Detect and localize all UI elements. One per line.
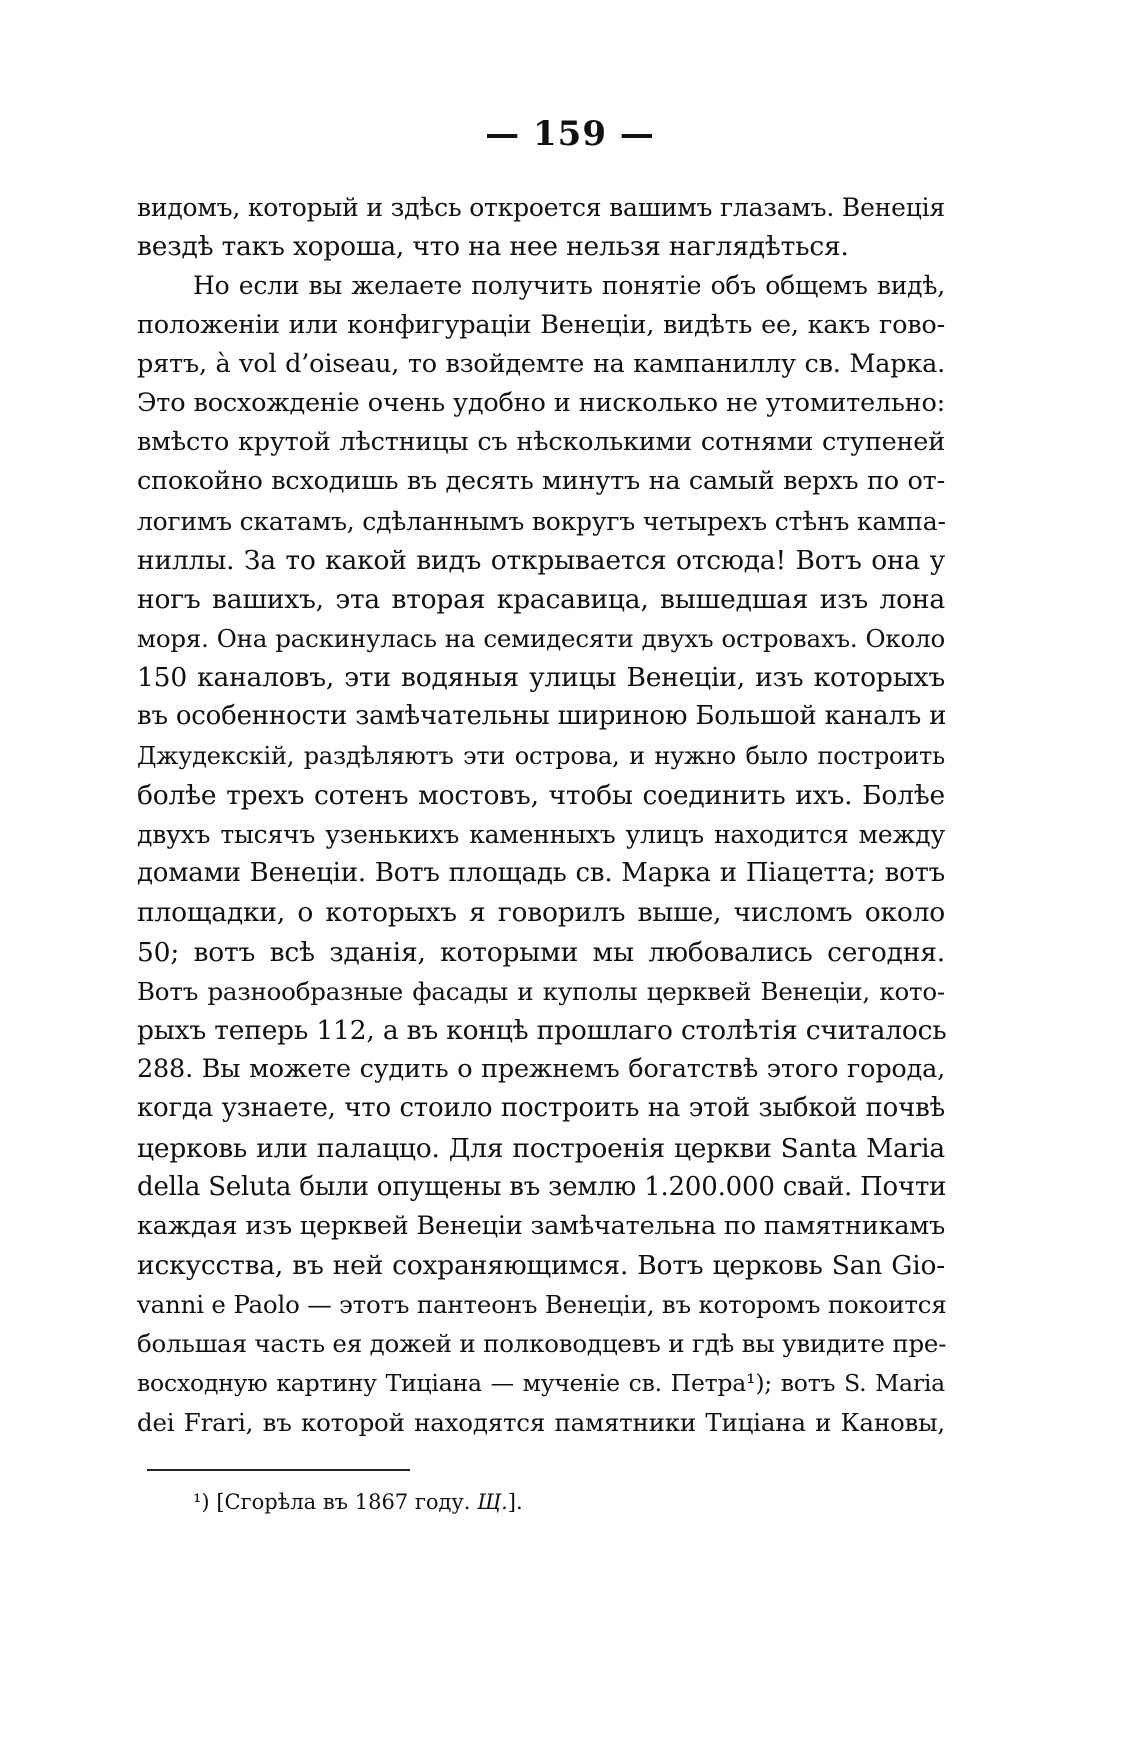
text-line: vanni e Paolo — этотъ пантеонъ Венеціи, въ которомъ покоится bbox=[137, 1290, 947, 1320]
text-line: вездѣ такъ хороша, что на нее нельзя наглядѣться. bbox=[137, 231, 849, 263]
text-line: домами Венеціи. Вотъ площадь св. Марка и Піацетта; вотъ bbox=[137, 858, 945, 889]
text-line: большая часть ея дожей и полководцевъ и гдѣ вы увидите пре- bbox=[137, 1329, 947, 1359]
text-line: della Seluta были опущены въ землю 1.200.000 свай. Почти bbox=[137, 1171, 947, 1202]
text-line: церковь или палаццо. Для построенія церкви Santa Maria bbox=[137, 1132, 945, 1164]
text-line: 288. Вы можете судить о прежнемъ богатствѣ этого города, bbox=[137, 1054, 945, 1085]
text-line: моря. Она раскинулась на семидесяти двухъ островахъ. Около bbox=[137, 624, 945, 654]
text-line: Вотъ разнообразные фасады и куполы церквей Венеціи, кото- bbox=[137, 976, 945, 1006]
page-number: — 159 — bbox=[485, 114, 655, 154]
text-line: положеніи или конфигураціи Венеціи, видѣть ее, какъ гово- bbox=[137, 309, 945, 340]
text-line: ниллы. За то какой видъ открывается отсюда! Вотъ она у bbox=[137, 544, 945, 576]
text-line: каждая изъ церквей Венеціи замѣчательна по памятникамъ bbox=[137, 1210, 945, 1241]
text-line: площадки, о которыхъ я говорилъ выше, числомъ около bbox=[137, 897, 945, 929]
text-line: въ особенности замѣчательны шириною Большой каналъ и bbox=[137, 701, 947, 732]
text-line: Это восхожденіе очень удобно и нисколько не утомительно: bbox=[137, 387, 945, 418]
text-line: видомъ, который и здѣсь откроется вашимъ глазамъ. Венеція bbox=[137, 193, 945, 222]
footnote-initials: Щ. bbox=[477, 1490, 508, 1514]
text-line: логимъ скатамъ, сдѣланнымъ вокругъ четырехъ стѣнъ кампа- bbox=[137, 506, 946, 536]
footnote-text: [Сгорѣла въ 1867 году. bbox=[216, 1490, 471, 1514]
text-line: 50; вотъ всѣ зданія, которыми мы любовались сегодня. bbox=[137, 936, 945, 968]
text-line: искусства, въ ней сохраняющимся. Вотъ церковь San Gio- bbox=[137, 1250, 945, 1282]
footnote bbox=[193, 1487, 523, 1517]
text-line: спокойно всходишь въ десять минутъ на самый верхъ по от- bbox=[137, 466, 945, 497]
text-line: ногъ вашихъ, эта вторая красавица, вышедшая изъ лона bbox=[137, 583, 945, 615]
text-line: dei Frari, въ которой находятся памятники Тиціана и Кановы, bbox=[137, 1407, 945, 1437]
text-line: когда узнаете, что стоило построить на этой зыбкой почвѣ bbox=[137, 1093, 945, 1124]
text-line: рыхъ теперь 112, а въ концѣ прошлаго столѣтія считалось bbox=[137, 1014, 947, 1046]
footnote-divider bbox=[147, 1469, 410, 1471]
text-line: двухъ тысячъ узенькихъ каменныхъ улицъ находится между bbox=[137, 820, 945, 849]
text-line: восходную картину Тиціана — мученіе св. Петра¹); вотъ S. Maria bbox=[137, 1368, 945, 1397]
text-line: Джудекскій, раздѣляютъ эти острова, и нужно было построить bbox=[137, 741, 945, 770]
text-line: вмѣсто крутой лѣстницы съ нѣсколькими сотнями ступеней bbox=[137, 427, 945, 458]
footnote-close: ]. bbox=[507, 1490, 523, 1514]
text-line: болѣе трехъ сотенъ мостовъ, чтобы соединить ихъ. Болѣе bbox=[137, 779, 945, 811]
body-text bbox=[137, 188, 945, 1442]
footnote-marker: ¹) bbox=[193, 1490, 210, 1514]
text-line: рятъ, à vol d’oiseau, то взойдемте на кампаниллу св. Марка. bbox=[137, 348, 945, 379]
text-line: Но если вы желаете получить понятіе объ общемъ видѣ, bbox=[193, 271, 945, 301]
text-line: 150 каналовъ, эти водяныя улицы Венеціи, изъ которыхъ bbox=[137, 662, 945, 694]
